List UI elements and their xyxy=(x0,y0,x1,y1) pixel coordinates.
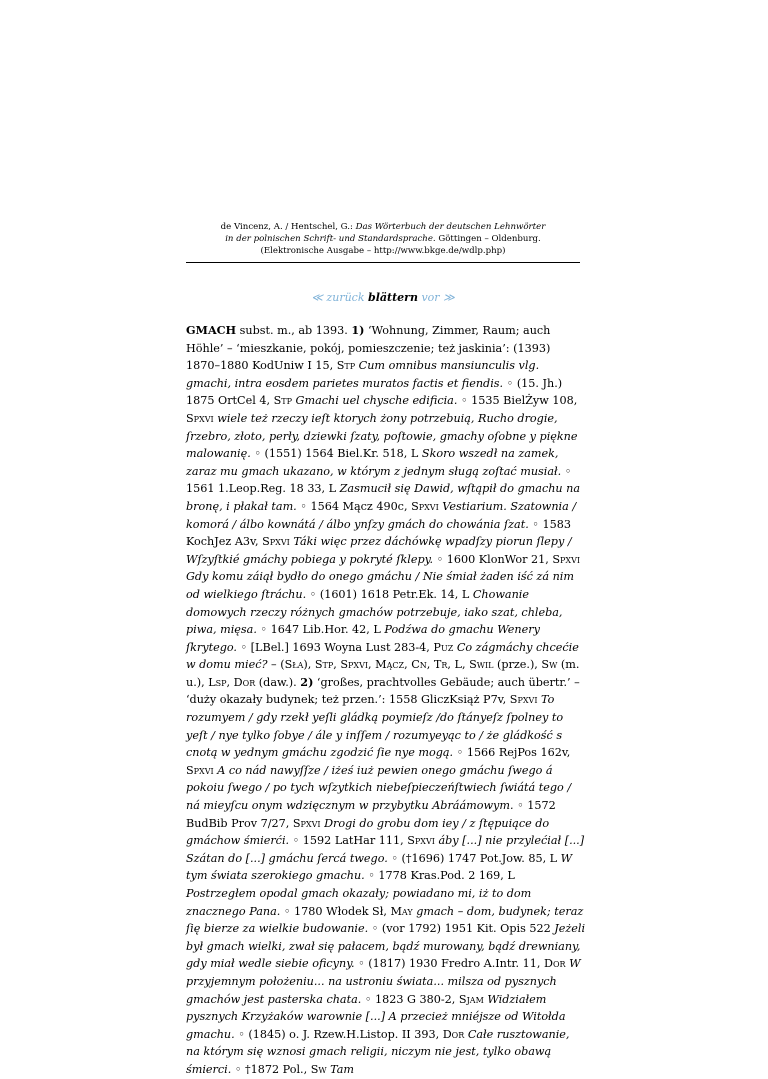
sense-number: 1) xyxy=(351,323,365,337)
source-abbrev: Stp xyxy=(336,359,356,373)
sense-number: 2) xyxy=(300,674,314,689)
quotation: Całe rusztowanie, na którym się wznosi gmach religii, niczym nie jest, tylko obawą śmierci. xyxy=(186,1027,570,1076)
citation-line-2: in der polnischen Schrift- und Standardsprache. Göttingen – Oldenburg. xyxy=(225,234,541,244)
source-abbrev: Spxvi xyxy=(186,411,214,425)
source-abbrev: Stp xyxy=(314,658,334,672)
source-abbrev: Spxvi xyxy=(509,693,538,707)
quotation: Podźwa do gmachu Wenery ſkrytego. xyxy=(186,623,540,654)
browse-label: blättern xyxy=(368,291,418,304)
source-abbrev: Spxvi xyxy=(262,535,290,549)
source-abbrev: May xyxy=(390,904,413,918)
back-link[interactable]: zurück xyxy=(326,291,365,304)
source-abbrev: Dor xyxy=(233,675,256,689)
quotation: Cum omnibus mansiunculis vlg. gmachi, intra eosdem parietes muratos factis et fiendis. xyxy=(186,359,540,390)
quotation: Gdy komu záiął bydło do onego gmáchu / Nie śmiał żaden iść zá nim od wielkiego ſtráchu. xyxy=(186,570,574,601)
source-abbrev: Spxvi xyxy=(407,834,435,848)
quotation: Drogi do grobu dom iey / z ſtępuiące do gmáchow śmierći. xyxy=(186,816,550,848)
source-abbrev: Stp xyxy=(273,394,292,408)
citation-line-3: (Elektronische Ausgabe – http://www.bkge.de/wdlp.php) xyxy=(260,246,506,256)
dictionary-entry: GMACH subst. m., ab 1393. 1) ‘Wohnung, Zimmer, Raum; auch Höhle’ – ‘mieszkanie, pokój, pomieszczenie; też jaskinia’: (1393) 1870–1880 KodUniw I 15, Stp Cum omnibus mansiunculis vlg. gmachi, intra eosdem parietes muratos factis et fiendis. ◦ (15. Jh.) 1875 OrtCel 4, Stp Gmachi uel chysche edificia. ◦ 1535 BielŻyw 108, Spxvi wiele też rzeczy ieſt ktorych żony potrzebuią, Rucho drogie, ſrzebro, złoto, perły, dziewki ſzaty, poſtowie, gmachy oſobne y piękne malowanię. ◦ (1551) 1564 Biel.Kr. 518, L Skoro wszedł na zamek, zaraz mu gmach ukazano, w którym z jednym sługą zoſtać musiał. ◦ 1561 1.Leop.Reg. 18 33, L Zasmucił się Dawid, wſtąpił do gmachu na bronę, i płakał tam. ◦ 1564 Mącz 490c, Spxvi Vestiarium. Szatownia / komorá / álbo kownátá / álbo ynſzy gmách do chowánia ſzat. ◦ 1583 KochJez A3v, Spxvi Táki więc przez dáchówkę wpadſzy piorun ſlepy / Wſzyſtkié gmáchy pobiega y pokryté ſklepy. ◦ 1600 KlonWor 21, Spxvi Gdy komu záiął bydło do onego gmáchu / Nie śmiał żaden iść zá nim od wielkiego ſtráchu. ◦ (1601) 1618 Petr.Ek. 14, L Chowanie domowych rzeczy różnych gmachów potrzebuje, iako szat, chleba, piwa, mięsa. ◦ 1647 Lib.Hor. 42, L Podźwa do gmachu Wenery ſkrytego. ◦ [LBel.] 1693 Woyna Lust 283-4, Puz Co zágmáchy chcećie w domu mieć? – (Sła), Stp, Spxvi, Mącz, Cn, Tr, L, Swil (prze.), Sw (m. u.), Lsp, Dor (daw.). 2) ‘großes, prachtvolles Gebäude; auch übertr.’ – ‘duży okazały budynek; też przen.’: 1558 GliczKsiąż P7v, Spxvi To rozumyem / gdy rzekł yeſli gládką poymieſz /do ſtányeſz ſpolney to yeſt / nye tylko ſobye / ále y inſſem / rozumyeyąc to / że gládkość s cnotą w yednym gmáchu zgodzić ſie nye mogą. ◦ 1566 RejPos 162v, Spxvi A co nád nawyſſze / iżeś iuż pewien onego gmáchu ſwego á pokoiu ſwego / po tych wſzytkich niebeſpieczeńſtwiech ſwiátá tego / ná mieyſcu onym wdzięcznym w przybytku Abráámowym. ◦ 1572 BudBib Prov 7/27, Spxvi Drogi do grobu dom iey / z ſtępuiące do gmáchow śmierći. ◦ 1592 LatHar 111, Spxvi áby [...] nie przylećiał [...] Szátan do [...] gmáchu ſercá twego. ◦ (†1696) 1747 Pot.Jow. 85, L W tym świata szerokiego gmachu. ◦ 1778 Kras.Pod. 2 169, L Postrzegłem opodal gmach okazały; powiadano mi, iż to dom znacznego Pana. ◦ 1780 Włodek Sł, May gmach – dom, budynek; teraz ſię bierze za wielkie budowanie. ◦ (vor 1792) 1951 Kit. Opis 522 Jeżeli był gmach wielki, zwał się pałacem, bądź murowany, bądź drewniany, gdy miał wedle siebie oficyny. ◦ (1817) 1930 Fredro A.Intr. 11, Dor W przyjemnym położeniu... na ustroniu świata... milsza od pysznych gmachów jest pasterska chata. ◦ 1823 G 380-2, Sjam Widziałem pysznych Krzyżaków warownie [...] A przecież mniéjsze od Witołda gmachu. ◦ (1845) o. J. Rzew.H.Listop. II 393, Dor Całe rusztowanie, na którym się wznosi gmach religii, niczym nie jest, tylko obawą śmierci. ◦ †1872 Pol., Sw Tam xyxy=(186,323,586,1076)
source-abbrev: Spxvi xyxy=(186,763,214,777)
source-abbrev: Sw xyxy=(541,658,558,672)
book-title-cont: in der polnischen Schrift- und Standardsprache. xyxy=(225,234,436,244)
source-abbrev: Tr xyxy=(433,658,448,672)
source-abbrev: Swil xyxy=(469,658,494,672)
forward-link[interactable]: vor xyxy=(421,291,440,304)
back-arrow-icon[interactable]: ≪ xyxy=(311,291,323,304)
source-abbrev: Dor xyxy=(442,1027,465,1041)
book-title: Das Wörterbuch der deutschen Lehnwörter xyxy=(355,222,546,232)
source-abbrev: Sw xyxy=(310,1062,327,1076)
source-abbrev: Spxvi xyxy=(552,552,581,566)
source-abbrev: Spxvi xyxy=(411,499,439,513)
source-abbrev: Lsp xyxy=(208,675,227,689)
quotation: A co nád nawyſſze / iżeś iuż pewien onego gmáchu ſwego á pokoiu ſwego / po tych wſzytkich niebeſpieczeńſtwiech ſwiátá tego / ná mieyſcu onym wdzięcznym w przybytku Abráámowym. xyxy=(186,763,572,813)
source-abbrev: Mącz xyxy=(375,658,405,672)
quotation: W tym świata szerokiego gmachu. xyxy=(186,851,573,883)
quotation: Táki więc przez dáchówkę wpadſzy piorun ſlepy / Wſzyſtkié gmáchy pobiega y pokryté ſklepy. xyxy=(186,535,572,566)
quotation: Gmachi uel chysche edificia. xyxy=(291,394,458,408)
source-abbrev: Sjam xyxy=(458,992,484,1006)
quotation: Vestiarium. Szatownia / komorá / álbo kownátá / álbo ynſzy gmách do chowánia ſzat. xyxy=(186,499,577,531)
source-abbrev: Dor xyxy=(543,957,566,971)
page-navigation xyxy=(186,291,580,304)
quotation: Tam xyxy=(326,1062,355,1076)
source-abbrev: Spxvi xyxy=(292,816,321,830)
quotation: Zasmucił się Dawid, wſtąpił do gmachu na bronę, i płakał tam. xyxy=(186,482,581,513)
forward-arrow-icon[interactable]: ≫ xyxy=(443,291,455,304)
citation-line-1: de Vincenz, A. / Hentschel, G.: Das Wörterbuch der deutschen Lehnwörter xyxy=(220,222,546,232)
quotation: wiele też rzeczy ieſt ktorych żony potrzebuią, Rucho drogie, ſrzebro, złoto, perły, dziewki ſzaty, poſtowie, gmachy oſobne y piękne malowanię. xyxy=(186,411,578,461)
header-divider xyxy=(186,262,580,263)
quotation: Chowanie domowych rzeczy różnych gmachów potrzebuje, iako szat, chleba, piwa, mięsa. xyxy=(186,587,563,637)
quotation: Widziałem pysznych Krzyżaków warownie [...] A przecież mniéjsze od Witołda gmachu. xyxy=(186,992,566,1041)
quotation: To rozumyem / gdy rzekł yeſli gládką poymieſz /do ſtányeſz ſpolney to yeſt / nye tylko ſobye / ále y inſſem / rozumyeyąc to / że gládkość s cnotą w yednym gmáchu zgodzić ſie nye mogą. xyxy=(186,693,564,760)
quotation: Co zágmáchy chcećie w domu mieć? xyxy=(186,640,579,672)
quotation: áby [...] nie przylećiał [...] Szátan do [...] gmáchu ſercá twego. xyxy=(186,834,585,865)
quotation: gmach – dom, budynek; teraz ſię bierze za wielkie budowanie. xyxy=(186,904,584,936)
source-abbrev: Sła xyxy=(284,658,304,672)
quotation: W przyjemnym położeniu... na ustroniu świata... milsza od pysznych gmachów jest pasterska chata. xyxy=(186,957,581,1006)
source-abbrev: Puz xyxy=(433,640,454,654)
source-abbrev: Spxvi xyxy=(340,658,369,672)
quotation: Postrzegłem opodal gmach okazały; powiadano mi, iż to dom znacznego Pana. xyxy=(186,887,532,918)
entry-lemma: GMACH xyxy=(186,323,237,337)
source-abbrev: Cn xyxy=(411,658,427,672)
quotation: Jeżeli był gmach wielki, zwał się pałacem, bądź murowany, bądź drewniany, gdy miał wedle siebie oficyny. xyxy=(186,922,586,971)
quotation: Skoro wszedł na zamek, zaraz mu gmach ukazano, w którym z jednym sługą zoſtać musiał. xyxy=(186,447,562,478)
citation-header xyxy=(186,221,580,257)
